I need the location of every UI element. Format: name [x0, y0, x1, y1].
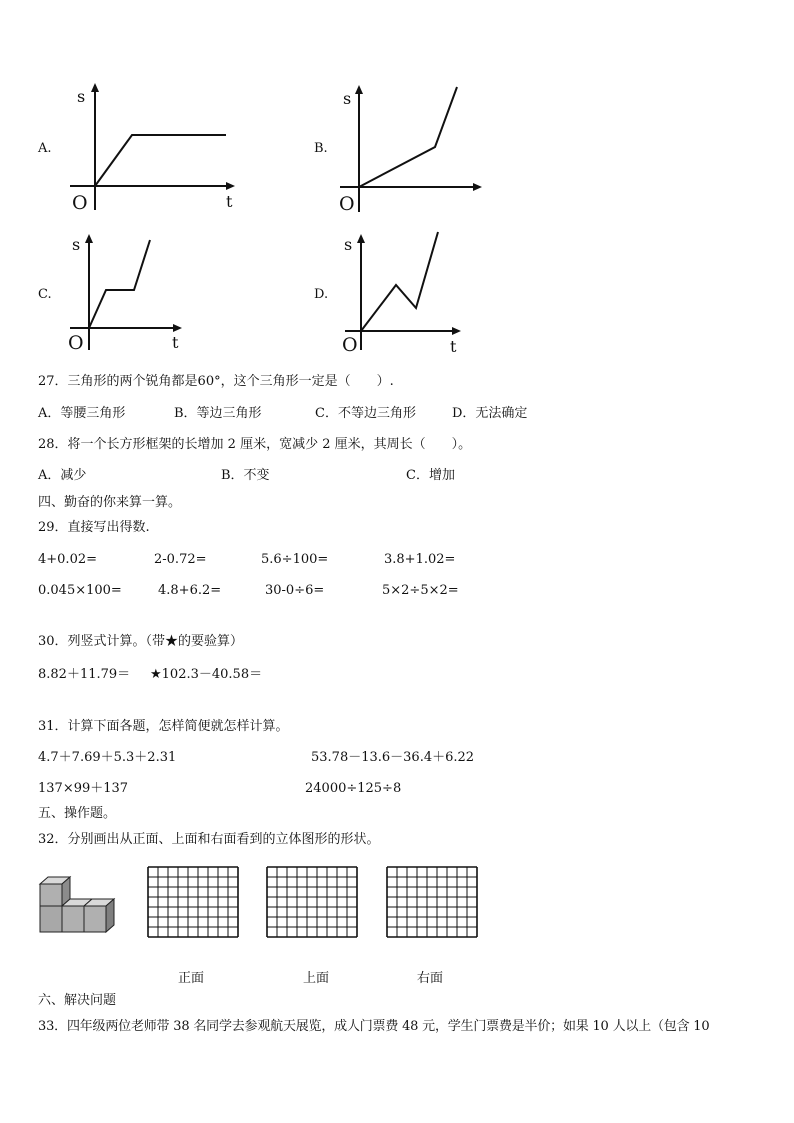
q27-option-c: C．不等边三角形 — [315, 406, 416, 421]
q29-item: 4.8+6.2= — [158, 583, 222, 598]
q28-option-a: A．减少 — [38, 468, 87, 483]
option-letter-b: B. — [314, 141, 328, 156]
question-30-stem: 30．列竖式计算。（带★的要验算） — [38, 634, 244, 649]
option-letter-c: C. — [38, 287, 52, 302]
q29-item: 3.8+1.02= — [384, 552, 456, 567]
q27-option-d: D．无法确定 — [452, 406, 528, 421]
q27-option-b: B．等边三角形 — [174, 406, 262, 421]
option-letter-d: D. — [314, 287, 329, 302]
x-axis-label: t — [450, 337, 457, 356]
q31-item: 24000÷125÷8 — [305, 781, 402, 796]
q28-option-c: C．增加 — [406, 468, 455, 483]
q29-item: 4+0.02= — [38, 552, 98, 567]
cube-solid-figure — [38, 876, 120, 938]
x-axis-label: t — [172, 333, 179, 352]
q30-item: ★102.3－40.58＝ — [150, 667, 263, 682]
q27-option-a: A．等腰三角形 — [38, 406, 126, 421]
graph-c — [62, 230, 202, 355]
front-view-caption: 正面 — [178, 971, 205, 986]
q29-item: 0.045×100= — [38, 583, 122, 598]
section-5-heading: 五、操作题。 — [38, 806, 117, 821]
y-axis-label: s — [72, 235, 81, 254]
y-axis-label: s — [77, 87, 86, 106]
q30-item: 8.82＋11.79＝ — [38, 667, 131, 682]
right-view-grid[interactable] — [386, 866, 478, 946]
top-view-caption: 上面 — [303, 971, 330, 986]
top-view-grid[interactable] — [266, 866, 358, 946]
q29-item: 2-0.72= — [154, 552, 207, 567]
question-27-stem: 27．三角形的两个锐角都是60°，这个三角形一定是（ ）. — [38, 374, 394, 389]
option-letter-a: A. — [38, 141, 52, 156]
question-29-stem: 29．直接写出得数. — [38, 520, 150, 535]
graph-d — [340, 230, 480, 358]
graph-a — [60, 80, 260, 215]
front-view-grid[interactable] — [147, 866, 239, 946]
q31-item: 137×99＋137 — [38, 781, 129, 796]
origin-label: O — [342, 334, 358, 356]
right-view-caption: 右面 — [417, 971, 444, 986]
section-4-heading: 四、勤奋的你来算一算。 — [38, 495, 182, 510]
y-axis-label: s — [344, 235, 353, 254]
q31-item: 4.7＋7.69＋5.3＋2.31 — [38, 750, 177, 765]
origin-label: O — [68, 332, 84, 354]
q31-item: 53.78－13.6－36.4＋6.22 — [311, 750, 475, 765]
q29-item: 30-0÷6= — [265, 583, 325, 598]
origin-label: O — [339, 193, 355, 215]
q29-item: 5.6÷100= — [261, 552, 329, 567]
question-28-stem: 28．将一个长方形框架的长增加 2 厘米，宽减少 2 厘米，其周长（ ）。 — [38, 437, 472, 452]
q28-option-b: B．不变 — [221, 468, 270, 483]
question-31-stem: 31．计算下面各题，怎样简便就怎样计算。 — [38, 719, 289, 734]
graph-b — [335, 82, 495, 217]
section-6-heading: 六、解决问题 — [38, 993, 117, 1008]
origin-label: O — [72, 192, 88, 214]
question-32-stem: 32．分别画出从正面、上面和右面看到的立体图形的形状。 — [38, 832, 380, 847]
q29-item: 5×2÷5×2= — [382, 583, 459, 598]
y-axis-label: s — [343, 89, 352, 108]
x-axis-label: t — [226, 192, 233, 211]
question-33-stem: 33．四年级两位老师带 38 名同学去参观航天展览，成人门票费 48 元，学生门票费是半价；如果 10 人以上（包含 10 — [38, 1019, 710, 1034]
